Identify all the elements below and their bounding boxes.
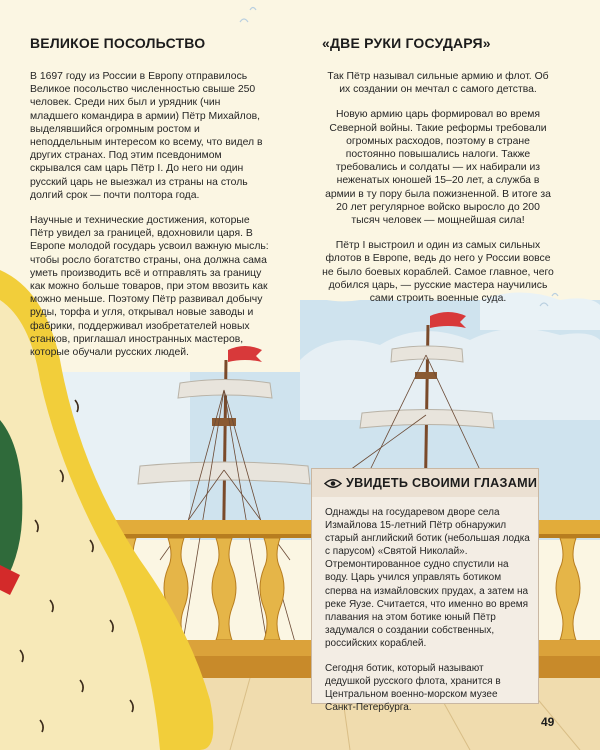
info-box-title: УВИДЕТЬ СВОИМИ ГЛАЗАМИ bbox=[346, 476, 538, 490]
paragraph: Однажды на государевом дворе села Измайлова 15-летний Пётр обнаружил старый английский ботик (небольшая лодка с парусом) «Святой Николай». Отремонтированное судно спустили на воду. Царь учился управлять ботиком сперва на измайловских прудах, а затем на реке Яузе. Считается, что именно во время плавания на этом ботике юный Пётр задумался о создании собственных, российских кораблей. bbox=[325, 507, 530, 649]
info-box-header bbox=[312, 469, 538, 497]
paragraph: Пётр I выстроил и один из самых сильных флотов в Европе, ведь до него у России вовсе не было боевых кораблей. Самое главное, чего добился царь, — русские мастера научились сами строить военные суда. bbox=[322, 240, 554, 305]
paragraph: В 1697 году из России в Европу отправилось Великое посольство численностью свыше 250 человек. Среди них был и урядник (чин младшего командира в армии) Пётр Михайлов, выделявшийся огромным ростом и неподдельным интересом ко всему, что видел в других странах. Под этим псевдонимом скрывался сам царь Пётр I. До него ни один русский царь не выезжал из страны на столь долгий срок — почти полтора года. bbox=[30, 71, 263, 201]
section-title-embassy: ВЕЛИКОЕ ПОСОЛЬСТВО bbox=[30, 35, 206, 51]
paragraph: Сегодня ботик, который называют дедушкой русского флота, хранится в Центральном военно-морском музее Санкт-Петербурга. bbox=[325, 663, 501, 714]
right-column-text bbox=[322, 70, 554, 317]
info-box-text bbox=[325, 506, 531, 726]
paragraph: Научные и технические достижения, которые Пётр увидел за границей, вдохновили царя. В Европе молодой государь усвоил важную мысль: чтобы росло богатство страны, она должна сама уметь производить всё и отправлять за границу как можно больше товаров, при этом ввозить как можно меньше. Поэтому Пётр развивал добычу руды, торфа и угля, открывал новые заводы и фабрики, поддерживал изобретателей новых станков, приглашал иностранных мастеров, которые обучали русских людей. bbox=[30, 215, 269, 359]
page-number: 49 bbox=[541, 715, 555, 729]
crows-nest bbox=[415, 372, 437, 379]
left-column-text bbox=[30, 70, 270, 371]
info-box bbox=[311, 468, 539, 714]
eye-icon bbox=[324, 478, 342, 489]
paragraph: Новую армию царь формировал во время Северной войны. Такие реформы требовали огромных расходов, поэтому в стране постоянно повышались налоги. Также требовались и солдаты — их набирали из неженатых юношей 15–20 лет, а служба в армии в ту пору была пожизненной. В итоге за 20 лет регулярное войско выросло до 200 тысяч человек — мощнейшая сила! bbox=[325, 109, 551, 227]
paragraph: Так Пётр называл сильные армию и флот. Об их создании он мечтал с самого детства. bbox=[327, 71, 549, 96]
section-title-two-hands: «ДВЕ РУКИ ГОСУДАРЯ» bbox=[322, 35, 491, 51]
